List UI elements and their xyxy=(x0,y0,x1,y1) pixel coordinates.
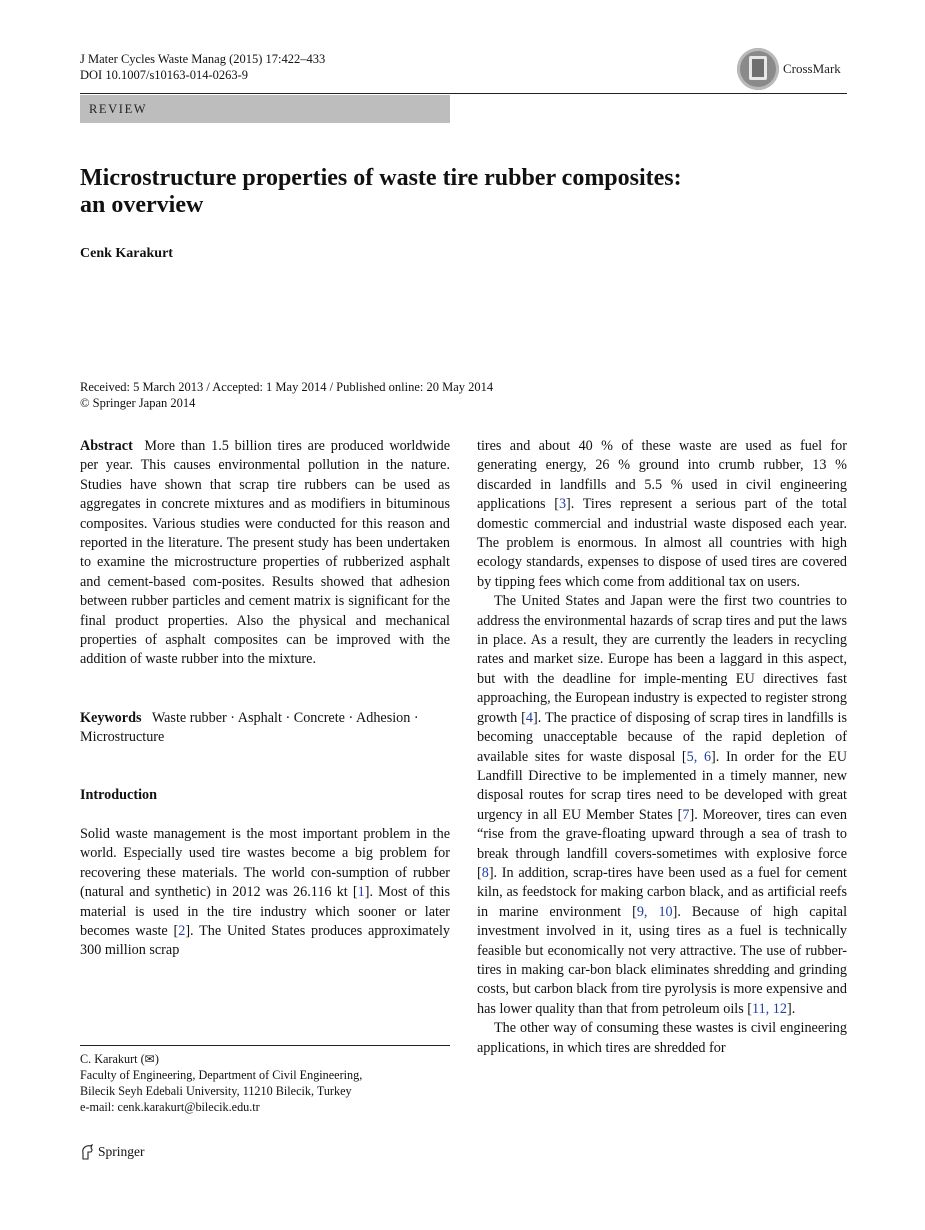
crossmark-icon xyxy=(737,48,779,90)
paragraph-text: ]. Moreover, tires can even “rise from the grave-floating upward through a sea of trash to break through landfill covers-sometimes with explosive force [ xyxy=(477,806,847,881)
publisher-name: Springer xyxy=(98,1144,145,1159)
keywords-text: Waste rubber · Asphalt · Concrete · Adhesion · Microstructure xyxy=(80,710,419,746)
keywords xyxy=(80,709,450,748)
paragraph-text: ]. Tires represent a serious part of the total domestic commercial and industrial waste disposed each year. The problem is enormous. In almost all countries with high ecology standards, expenses to dispose of used tires are covered by tipping fees which come from additional tax on users. xyxy=(477,496,847,590)
copyright: © Springer Japan 2014 xyxy=(80,396,196,410)
introduction-body xyxy=(80,825,450,961)
citation-link[interactable]: 3 xyxy=(558,496,567,513)
paragraph-text: The other way of consuming these wastes is civil engineering applications, in which tires are shredded for xyxy=(477,1020,847,1056)
footnote-divider xyxy=(80,1045,450,1046)
paragraph-text: Solid waste management is the most important problem in the world. Especially used tire wastes become a big problem for recovering these materials. The world con-sumption of rubber (natural and synthetic) in 2012 was 26.116 kt [ xyxy=(80,826,450,901)
article-title xyxy=(80,165,780,219)
paragraph-text: ]. In order for the EU Landfill Directive to be implemented in a timely manner, new disposal routes for scrap tires need to be developed with great urgency in all EU Member States [ xyxy=(477,748,848,823)
springer-horse-icon xyxy=(80,1144,94,1160)
author-name[interactable]: Cenk Karakurt xyxy=(80,246,173,261)
doi-line[interactable]: DOI 10.1007/s10163-014-0263-9 xyxy=(80,68,249,82)
right-column-body xyxy=(477,437,847,1058)
abstract-label: Abstract xyxy=(80,438,133,454)
citation-link[interactable]: 5, 6 xyxy=(686,748,712,765)
history-dates: Received: 5 March 2013 / Accepted: 1 May 2014 / Published online: 20 May 2014 xyxy=(80,380,494,394)
paragraph-text: ]. Because of high capital investment involved in it, using tires as a fuel is technically feasible but economically not very attractive. The use of rubber-tires in making car-bon black eliminates shredding and grinding costs, but carbon black from tire pyrolysis is more expensive and has lower quality than that from petroleum oils [ xyxy=(477,903,848,1017)
header-divider xyxy=(80,93,847,94)
citation-link[interactable]: 4 xyxy=(525,709,533,726)
title-line: Microstructure properties of waste tire rubber composites: xyxy=(80,165,682,191)
citation-link[interactable]: 1 xyxy=(357,884,365,901)
paragraph-text: ]. Most of this material is used in the tire industry which sooner or later becomes waste [ xyxy=(80,884,450,940)
journal-citation xyxy=(80,51,325,83)
paragraph-text: tires and about 40 % of these waste are used as fuel for generating energy, 26 % ground into crumb rubber, 13 % discarded in landfills and 5.5 % used in civil engineering applications [ xyxy=(477,438,847,513)
keywords-label: Keywords xyxy=(80,710,142,726)
abstract-text: More than 1.5 billion tires are produced worldwide per year. This causes environmental pollution in the nature. Studies have shown that scrap tire rubbers can be used as aggregates in concrete mixtures and as modifiers in bituminous composites. Various studies were conducted for this reason and reported in the literature. The present study has been undertaken to examine the microstructure properties of rubberized asphalt and cement-based com-posites. Results showed that adhesion between rubber particles and cement matrix is significant for the final product properties. Also the physical and mechanical properties of asphalt composites can be improved with the addition of waste rubber into the mixture. xyxy=(80,438,451,668)
citation-link[interactable]: 7 xyxy=(682,806,690,823)
journal-line: J Mater Cycles Waste Manag (2015) 17:422–433 xyxy=(80,52,326,66)
affiliation-line: Bilecik Seyh Edebali University, 11210 Bilecik, Turkey xyxy=(80,1084,352,1098)
paragraph-text: The United States and Japan were the first two countries to address the environmental hazards of scrap tires and put the laws in place. As a result, they are currently the leaders in recycling rates and market size. Europe has been a laggard in this aspect, but with the deadline for imple-menting EU directives fast approaching, the European industry is expected to register strong growth [ xyxy=(477,593,847,726)
citation-link[interactable]: 2 xyxy=(178,923,186,940)
publication-dates xyxy=(80,379,493,411)
paragraph-text: ]. The practice of disposing of scrap tires in landfills is becoming unacceptable because of the rapid depletion of available sites for waste disposal [ xyxy=(477,709,847,765)
citation-link[interactable]: 11, 12 xyxy=(752,1000,787,1017)
email-link[interactable]: e-mail: cenk.karakurt@bilecik.edu.tr xyxy=(80,1100,260,1114)
section-label: REVIEW xyxy=(80,95,450,123)
section-heading: Introduction xyxy=(80,787,157,803)
paragraph-text: ]. The United States produces approximately 300 million scrap xyxy=(80,923,450,959)
publisher-footer xyxy=(80,1144,145,1160)
citation-link[interactable]: 8 xyxy=(481,864,489,881)
affiliation-line: Faculty of Engineering, Department of Civil Engineering, xyxy=(80,1068,363,1082)
author-footnote xyxy=(80,1051,450,1115)
paragraph-text: ]. In addition, scrap-tires have been used as a fuel for cement kiln, as feedstock for making carbon black, and as artificial reefs in marine environment [ xyxy=(477,864,847,920)
crossmark-badge[interactable] xyxy=(737,47,841,91)
corresponding-author: C. Karakurt (✉) xyxy=(80,1052,159,1066)
title-line: an overview xyxy=(80,192,204,218)
paragraph-text: ]. xyxy=(786,1000,796,1017)
citation-link[interactable]: 9, 10 xyxy=(636,903,673,920)
crossmark-label: CrossMark xyxy=(783,61,841,76)
abstract xyxy=(80,437,450,670)
